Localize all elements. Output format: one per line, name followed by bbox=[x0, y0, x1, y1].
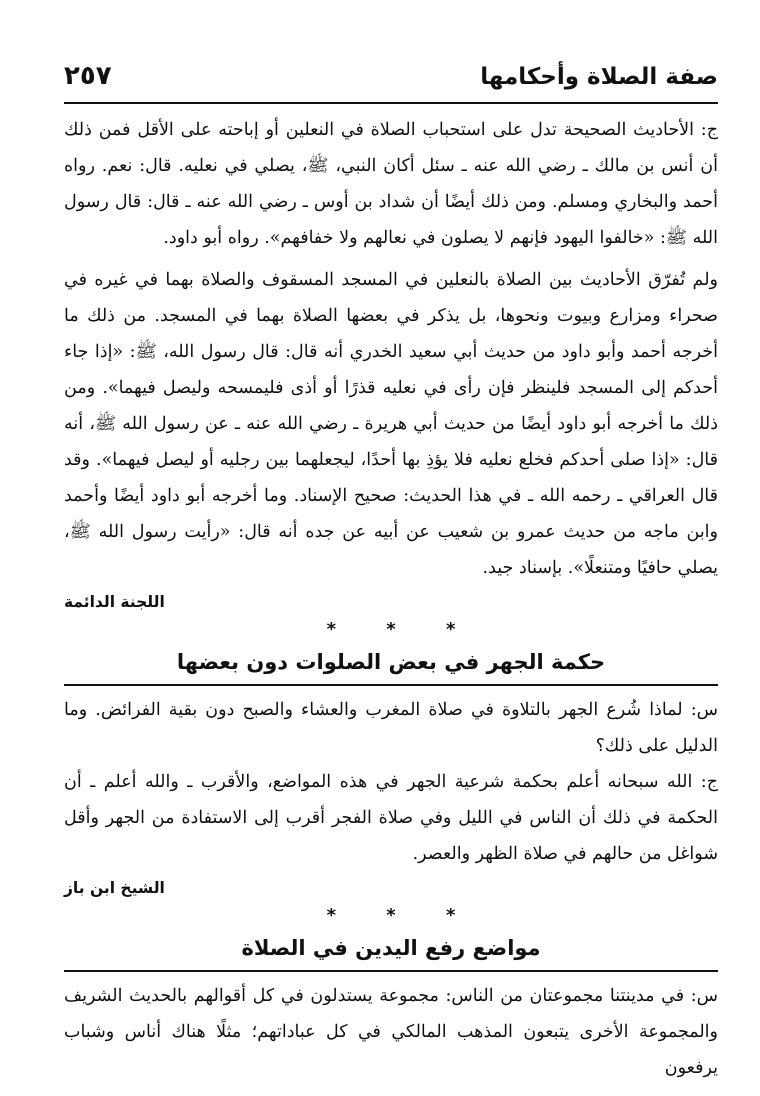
section-separator-2: * * * bbox=[326, 905, 478, 926]
answer-paragraph-2: ولم تُفرّق الأحاديث بين الصلاة بالنعلين في المسجد المسقوف والصلاة بهما في غيره في صحراء ومزارع وبيوت ونحوها، بل يذكر في بعضها الصلاة بهما في المسجد. من ذلك ما أخرجه أحمد وأبو داود من حديث أبي سعيد الخدري أنه قال: قال رسول الله، ﷺ: «إذا جاء أحدكم إلى المسجد فلينظر فإن رأى في نعليه قذرًا أو أذى فليمسحه وليصل فيهما». ومن ذلك ما أخرجه أبو داود أيضًا من حديث أبي هريرة ـ رضي الله عنه ـ عن رسول الله ﷺ، أنه قال: «إذا صلى أحدكم فخلع نعليه فلا يؤذِ بها أحدًا، ليجعلهما بين رجليه أو ليصل فيهما». وقد قال العراقي ـ رحمه الله ـ في هذا الحديث: صحيح الإسناد. وما أخرجه أبو داود أيضًا وأحمد وابن ماجه من حديث عمرو بن شعيب عن أبيه عن جده أنه قال: «رأيت رسول الله ﷺ، يصلي حافيًا ومتنعلًا». بإسناد جيد. bbox=[64, 270, 718, 578]
fatwa-signature-committee: اللجنة الدائمة bbox=[64, 593, 165, 611]
question-jahr: س: لماذا شُرع الجهر بالتلاوة في صلاة المغرب والعشاء والصبح دون بقية الفرائض. وما الدليل على ذلك؟ bbox=[64, 700, 718, 756]
fatwa-signature-ibn-baz: الشيخ ابن باز bbox=[64, 879, 165, 897]
page-header bbox=[64, 58, 718, 104]
title-divider bbox=[64, 684, 718, 686]
section-title-jahr: حكمة الجهر في بعض الصلوات دون بعضها bbox=[176, 650, 606, 674]
section-title-raf-yadayn: مواضع رفع اليدين في الصلاة bbox=[241, 936, 541, 960]
title-divider-2 bbox=[64, 970, 718, 972]
answer-jahr: ج: الله سبحانه أعلم بحكمة شرعية الجهر في هذه المواضع، والأقرب ـ والله أعلم ـ أن الحكمة في ذلك أن الناس في الليل وفي صلاة الفجر أقرب إلى الاستفادة من الجهر وأقل شواغل من حالهم في صلاة الظهر والعصر. bbox=[64, 772, 718, 864]
question-raf-yadayn: س: في مدينتنا مجموعتان من الناس: مجموعة يستدلون في كل أقوالهم بالحديث الشريف والمجموعة الأخرى يتبعون المذهب المالكي في كل عباداتهم؛ مثلًا هناك أناس وشباب يرفعون bbox=[64, 986, 718, 1078]
page-number: ٢٥٧ bbox=[64, 61, 112, 91]
running-head-title: صفة الصلاة وأحكامها bbox=[480, 64, 718, 90]
book-page bbox=[64, 58, 718, 1086]
answer-paragraph-1: ج: الأحاديث الصحيحة تدل على استحباب الصلاة في النعلين أو إباحته على الأقل فمن ذلك أن أنس بن مالك ـ رضي الله عنه ـ سئل أكان النبي، ﷺ، يصلي في نعليه. قال: نعم. رواه أحمد والبخاري ومسلم. ومن ذلك أيضًا أن شداد بن أوس ـ رضي الله عنه ـ قال: قال رسول الله ﷺ: «خالفوا اليهود فإنهم لا يصلون في نعالهم ولا خفافهم». رواه أبو داود. bbox=[64, 120, 718, 248]
section-separator: * * * bbox=[326, 619, 478, 640]
